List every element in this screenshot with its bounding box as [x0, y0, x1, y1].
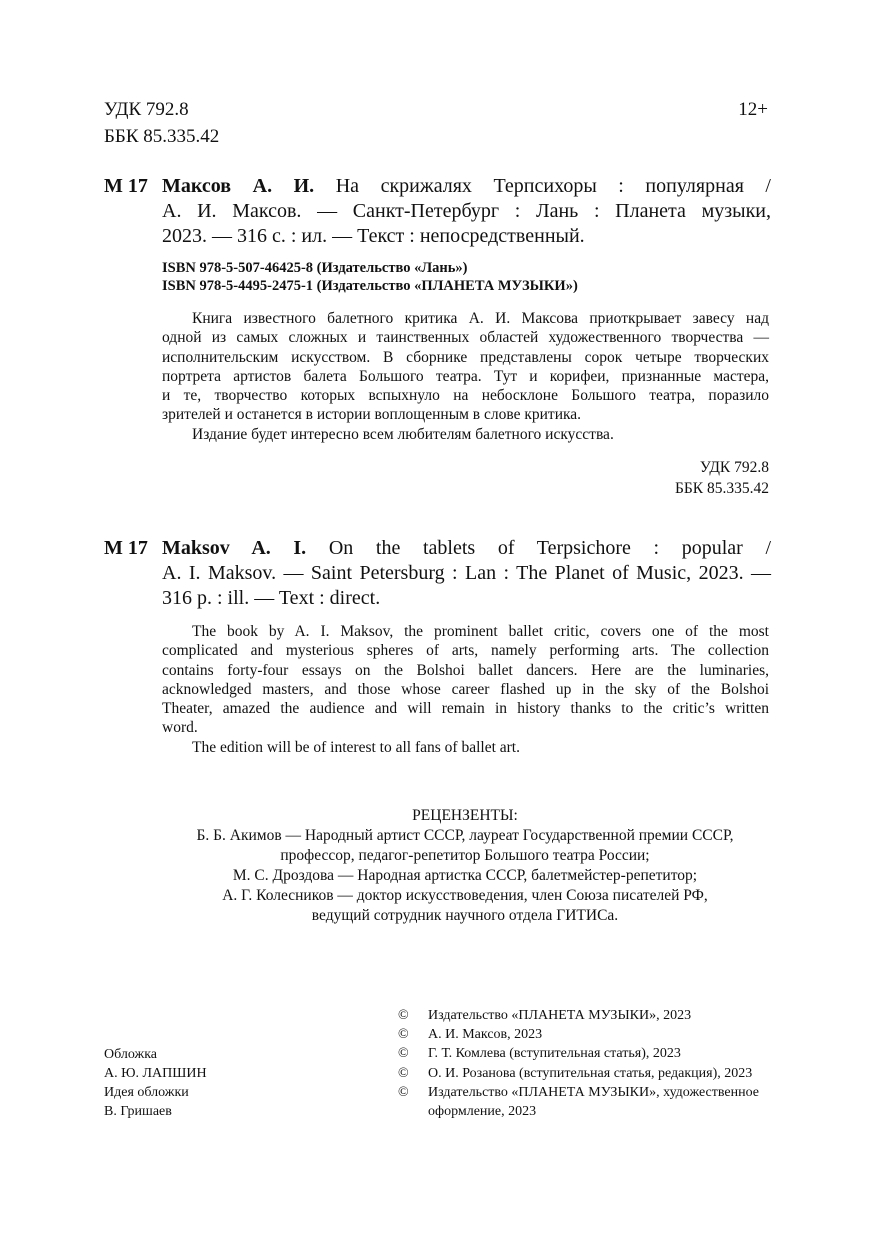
copyright-icon: ©	[398, 1084, 409, 1100]
reviewer-line: профессор, педагог-репетитор Большого театра России;	[280, 847, 650, 864]
ru-annotation-paragraph-2: Издание будет интересно всем любителям балетного искусства.	[192, 425, 614, 443]
udk-right: УДК 792.8	[699, 459, 769, 476]
reviewer-line: ведущий сотрудник научного отдела ГИТИСа.	[311, 907, 619, 924]
en-entry-line-2: A. I. Maksov. — Saint Petersburg : Lan : The Planet of Music, 2023. —	[162, 562, 771, 584]
en-annotation-paragraph-2: The edition will be of interest to all fans of ballet art.	[192, 738, 520, 756]
copyright-row: © Г. Т. Комлева (вступительная статья), 2023	[398, 1044, 798, 1063]
isbn-planet: ISBN 978-5-4495-2475-1 (Издательство «ПЛАНЕТА МУЗЫКИ»)	[162, 278, 578, 294]
en-entry-code: М 17	[104, 537, 148, 559]
copyright-icon: ©	[398, 1008, 409, 1023]
ru-annotation	[162, 309, 769, 444]
copyright-row-continuation: оформление, 2023	[428, 1104, 537, 1120]
copyright-list	[398, 1006, 798, 1121]
ru-entry-line-1: Максов А. И. На скрижалях Терпсихоры : популярная /	[162, 175, 771, 197]
reviewer-line: М. С. Дроздова — Народная артистка СССР, балетмейстер-репетитор;	[232, 867, 698, 884]
classification-block	[104, 96, 219, 150]
bbk-code: ББК 85.335.42	[104, 126, 220, 147]
classification-right	[675, 457, 769, 499]
ru-entry-code: М 17	[104, 175, 148, 197]
copyright-row: © А. И. Максов, 2023	[398, 1025, 798, 1044]
cover-idea-author: В. Гришаев	[104, 1104, 172, 1119]
en-annotation-paragraph-1: The book by A. I. Maksov, the prominent ballet critic, covers one of the most complicated and mysterious spheres of arts, namely performing arts. The collection contains forty-four essays on the Bolshoi ballet dancers. Here are the luminaries, acknowledged masters, and those whose career flashed up in the sky of the Bolshoi Theater, amazed the audience and will remain in history thanks to the critic’s written word.	[162, 623, 769, 737]
cover-label: Обложка	[104, 1047, 157, 1062]
isbn-lan: ISBN 978-5-507-46425-8 (Издательство «Лань»)	[162, 260, 468, 276]
copyright-row: © Издательство «ПЛАНЕТА МУЗЫКИ», 2023	[398, 1006, 798, 1025]
copyright-icon: ©	[398, 1065, 409, 1081]
reviewer-line: А. Г. Колесников — доктор искусствоведения, член Союза писателей РФ,	[222, 887, 708, 904]
ru-entry-line-3: 2023. — 316 с. : ил. — Текст : непосредственный.	[162, 225, 585, 247]
copyright-row: © О. И. Розанова (вступительная статья, редакция), 2023	[398, 1064, 798, 1083]
cover-idea-label: Идея обложки	[104, 1085, 189, 1100]
ru-entry-line-2: А. И. Максов. — Санкт-Петербург : Лань : Планета музыки,	[162, 200, 771, 222]
reviewers-block	[104, 806, 826, 926]
reviewer-line: Б. Б. Акимов — Народный артист СССР, лауреат Государственной премии СССР,	[196, 827, 734, 844]
en-bibliographic-entry	[104, 536, 771, 611]
copyright-icon: ©	[398, 1027, 409, 1043]
copyright-icon: ©	[398, 1046, 409, 1062]
age-rating: 12+	[738, 99, 768, 120]
copyright-row: © Издательство «ПЛАНЕТА МУЗЫКИ», художественное	[398, 1083, 798, 1102]
ru-bibliographic-entry	[104, 174, 771, 249]
en-entry-line-3: 316 p. : ill. — Text : direct.	[162, 587, 381, 609]
cover-credits	[104, 1045, 207, 1121]
ru-entry-author: Максов А. И.	[162, 175, 315, 197]
en-entry-author: Maksov A. I.	[162, 537, 307, 559]
ru-annotation-paragraph-1: Книга известного балетного критика А. И. Максова приоткрывает завесу над одной из самых сложных и таинственных областей художественного творчества — исполнительским искусством. В сборнике представлены сорок четыре творческих портрета артистов балета Большого театра. Тут и корифеи, признанные мастера, и те, творчество которых вспыхнуло на небосклоне Большого театра, поразило зрителей и останется в истории воплощенным в слове критика.	[162, 310, 769, 424]
reviewers-heading: РЕЦЕНЗЕНТЫ:	[412, 807, 518, 824]
cover-designer: А. Ю. ЛАПШИН	[104, 1066, 207, 1081]
en-annotation	[162, 622, 769, 757]
isbn-block	[162, 259, 578, 295]
udk-code: УДК 792.8	[104, 99, 189, 120]
bbk-right: ББК 85.335.42	[674, 480, 769, 497]
en-entry-line-1: Maksov A. I. On the tablets of Terpsichore : popular /	[162, 537, 772, 559]
